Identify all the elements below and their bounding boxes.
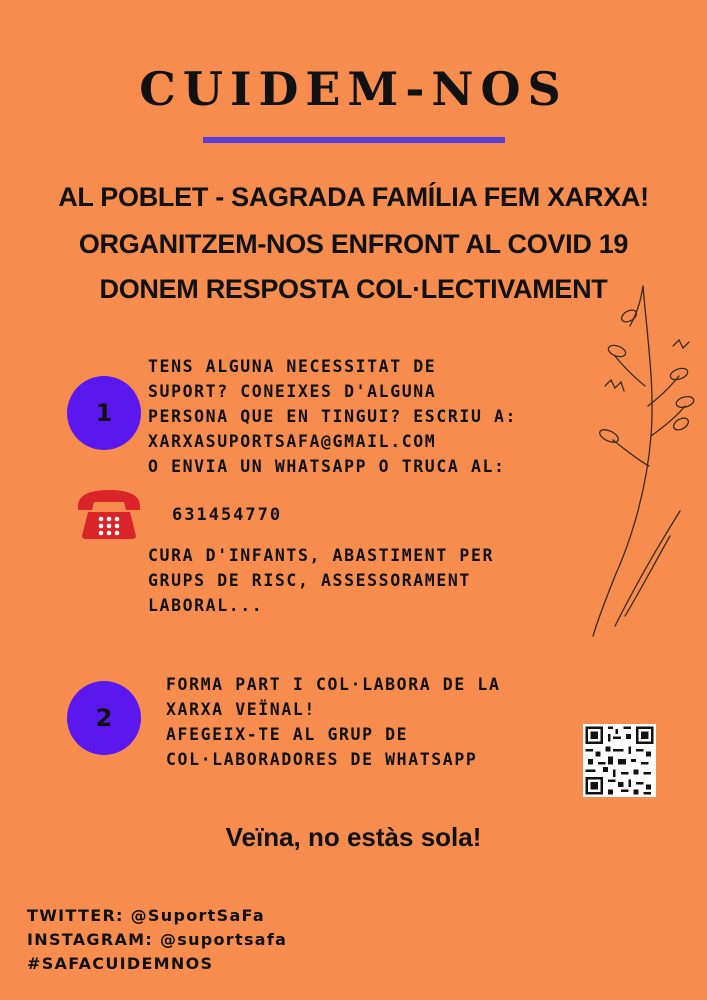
hashtag[interactable]: #SAFACUIDEMNOS [27, 954, 214, 973]
step-2-line: COL·LABORADORES DE WHATSAPP [166, 750, 478, 769]
instagram-handle[interactable]: INSTAGRAM: @suportsafa [27, 930, 288, 949]
step-2-badge [67, 681, 141, 755]
telephone-icon [74, 488, 144, 540]
headline-2: ORGANITZEM-NOS ENFRONT AL COVID 19 [78, 229, 629, 259]
twitter-handle[interactable]: TWITTER: @SuportSaFa [27, 906, 265, 925]
step-1-line: PERSONA QUE EN TINGUI? ESCRIU A: [148, 407, 518, 426]
email-address: XARXASUPORTSAFA@GMAIL.COM [148, 432, 437, 451]
services-line: CURA D'INFANTS, ABASTIMENT PER [148, 546, 495, 565]
flower-illustration [585, 276, 695, 666]
title-underline [203, 137, 505, 143]
headline-1: AL POBLET - SAGRADA FAMÍLIA FEM XARXA! [58, 182, 649, 212]
page-title: CUIDEM-NOS [139, 62, 568, 116]
step-2-line: XARXA VEÏNAL! [166, 700, 316, 719]
step-2-line: FORMA PART I COL·LABORA DE LA [166, 675, 501, 694]
step-2-text [166, 672, 500, 772]
step-2-line: AFEGEIX-TE AL GRUP DE [166, 725, 409, 744]
step-1-badge [67, 376, 141, 450]
step-1-number: 1 [95, 399, 113, 427]
step-1-line: TENS ALGUNA NECESSITAT DE [148, 357, 437, 376]
step-2-number: 2 [95, 704, 113, 732]
headline-3: DONEM RESPOSTA COL·LECTIVAMENT [99, 274, 608, 304]
step-1-line: SUPORT? CONEIXES D'ALGUNA [148, 382, 437, 401]
step-1-text [148, 354, 517, 479]
services-line: LABORAL... [148, 596, 264, 615]
step-1-line: O ENVIA UN WHATSAPP O TRUCA AL: [148, 457, 506, 476]
phone-number[interactable]: 631454770 [172, 505, 283, 525]
services-line: GRUPS DE RISC, ASSESSORAMENT [148, 571, 471, 590]
services-text [148, 543, 494, 618]
qr-code[interactable] [583, 724, 656, 797]
slogan: Veïna, no estàs sola! [225, 822, 482, 852]
